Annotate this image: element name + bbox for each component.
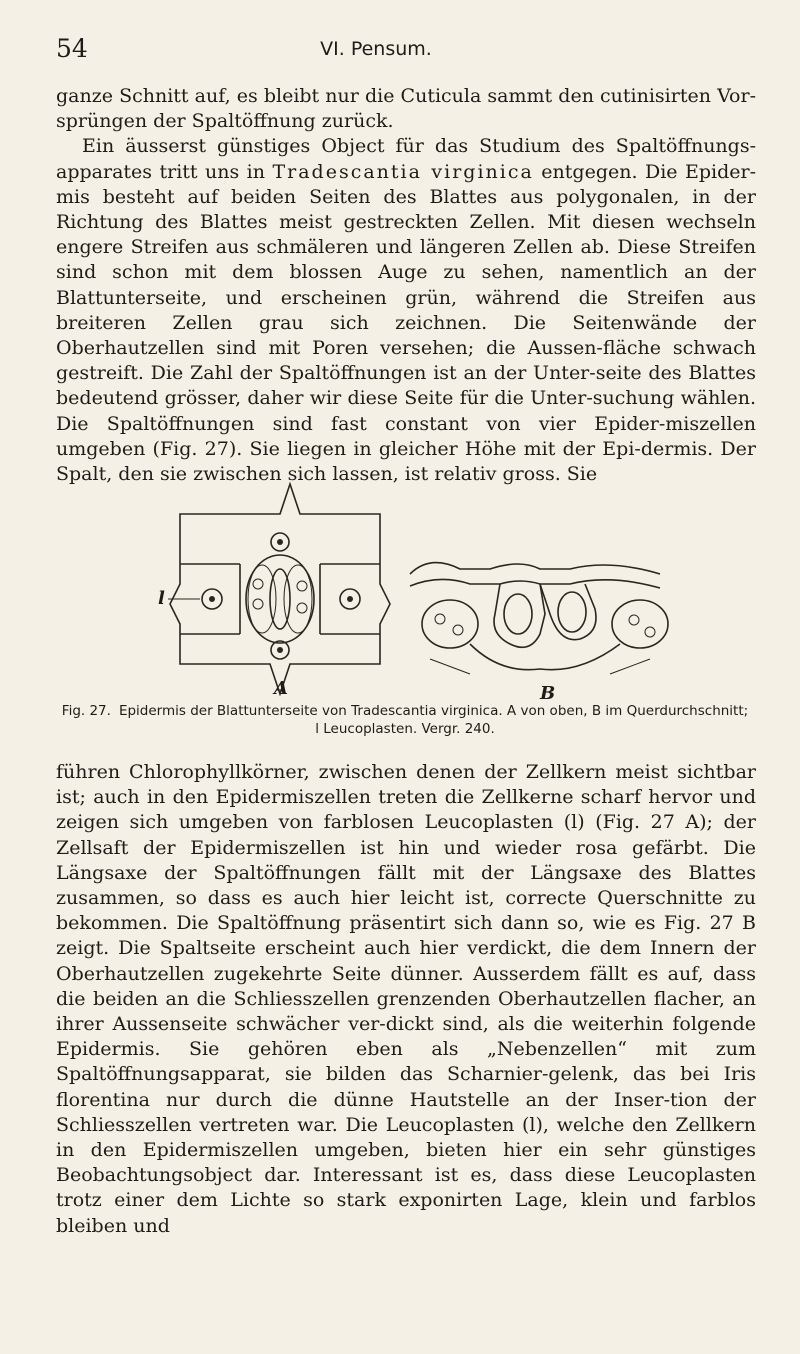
figure-caption xyxy=(60,702,750,738)
caption-text: Epidermis der Blattunterseite von Tradescantia virginica. A von oben, B im Querdurchschnitt; l Leucoplasten. Vergr. 240. xyxy=(118,703,749,737)
figure-part-a xyxy=(158,484,390,699)
figure-part-b xyxy=(410,563,668,704)
figure-illustration xyxy=(140,474,700,704)
text-block-top xyxy=(56,84,756,487)
text-block-bottom xyxy=(56,760,756,1239)
paragraph-text: Ein äusserst günstiges Object für das Studium des Spaltöffnungs-apparates tritt uns in xyxy=(56,135,756,183)
paragraph-text: entgegen. Die Epider-mis besteht auf beiden Seiten des Blattes aus polygonalen, in der Richtung des Blattes meist gestreckten Zellen. Mit diesen wechseln engere Streifen aus schmäleren und längeren Zellen ab. Diese Streifen sind schon mit dem blossen Auge zu sehen, namentlich an der Blattunterseite, und erscheinen grün, während die Streifen aus breiteren Zellen grau sich zeichnen. Die Seitenwände der Oberhautzellen sind mit Poren versehen; die Aussen-fläche schwach gestreift. Die Zahl der Spaltöffnungen ist an der Unter-seite des Blattes bedeutend grösser, daher wir diese Seite für die Unter-suchung wählen. Die Spaltöffnungen sind fast constant von vier Epider-miszellen umgeben (Fig. 27). Sie liegen in gleicher Höhe mit der Epi-dermis. Der Spalt, den sie zwischen sich lassen, ist relativ gross. Sie xyxy=(56,160,756,486)
species-name: Tradescantia virginica xyxy=(272,160,534,183)
figure-27 xyxy=(140,474,700,704)
label-a: A xyxy=(274,678,288,699)
label-b: B xyxy=(540,683,556,704)
running-title: VI. Pensum. xyxy=(320,38,432,60)
label-l: l xyxy=(158,588,165,609)
paragraph-chlorophyll: führen Chlorophyllkörner, zwischen denen der Zellkern meist sichtbar ist; auch in den Epidermiszellen treten die Zellkerne scharf hervor und zeigen sich umgeben von farblosen Leucoplasten (l) (Fig. 27 A); der Zellsaft der Epidermiszellen ist hin und wieder rosa gefärbt. Die Längsaxe der Spaltöffnungen fällt mit der Längsaxe des Blattes zusammen, so dass es auch hier leicht ist, correcte Querschnitte zu bekommen. Die Spaltöffnung präsentirt sich dann so, wie es Fig. 27 B zeigt. Die Spaltseite erscheint auch hier verdickt, die dem Innern der Oberhautzellen zugekehrte Seite dünner. Ausserdem fällt es auf, dass die beiden an die Schliesszellen grenzenden Oberhautzellen flacher, an ihrer Aussenseite schwächer ver-dickt sind, als die weiterhin folgende Epidermis. Sie gehören eben als „Nebenzellen“ mit zum Spaltöffnungsapparat, sie bilden das Scharnier-gelenk, das bei Iris florentina nur durch die dünne Hautstelle an der Inser-tion der Schliesszellen vertreten war. Die Leucoplasten (l), welche den Zellkern in den Epidermiszellen umgeben, bieten hier ein sehr günstiges Beobachtungsobject dar. Interessant ist es, dass diese Leucoplasten trotz einer dem Lichte so stark exponirten Lage, klein und farblos bleiben und xyxy=(56,761,756,1237)
page-header xyxy=(56,34,696,64)
paragraph-tradescantia xyxy=(56,134,756,487)
paragraph-continuation: ganze Schnitt auf, es bleibt nur die Cuticula sammt den cutinisirten Vor-sprüngen der Spaltöffnung zurück. xyxy=(56,85,756,133)
page-number: 54 xyxy=(56,34,88,63)
caption-lead: Fig. 27. xyxy=(61,703,111,719)
